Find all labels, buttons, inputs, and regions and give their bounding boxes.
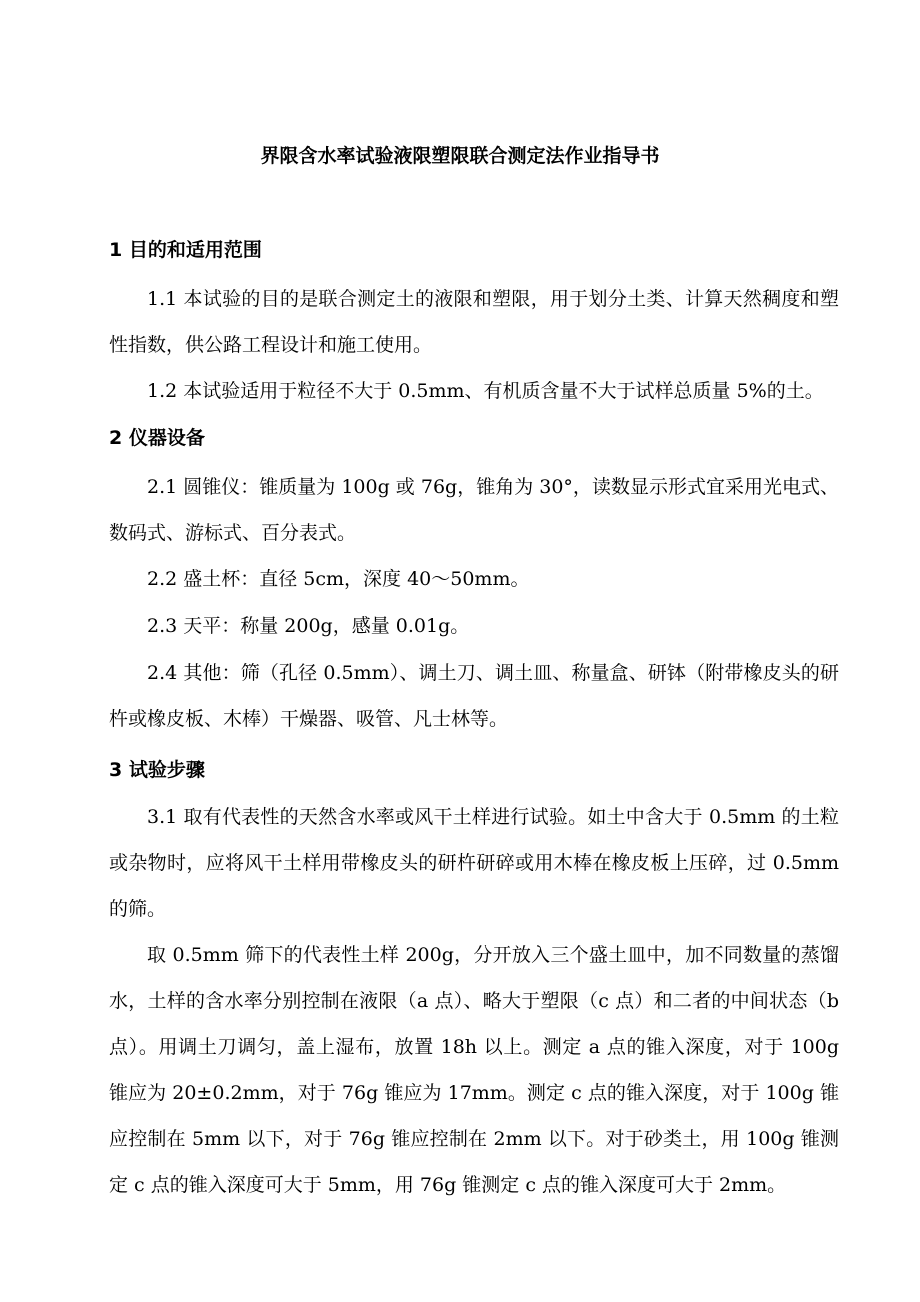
- section-1-paragraph-1: 1.1 本试验的目的是联合测定土的液限和塑限，用于划分土类、计算天然稠度和塑性指数，供公路工程设计和施工使用。: [109, 288, 839, 356]
- section-1-heading: 1 目的和适用范围: [109, 239, 262, 261]
- section-3-paragraph-2: 取 0.5mm 筛下的代表性土样 200g，分开放入三个盛土皿中，加不同数量的蒸馏水，土样的含水率分别控制在液限（a 点）、略大于塑限（c 点）和二者的中间状态（b 点）。用调土刀调匀，盖上湿布，放置 18h 以上。测定 a 点的锥入深度，对于 100g 锥应为 20±0.2mm，对于 76g 锥应为 17mm。测定 c 点的锥入深度，对于 100g 锥应控制在 5mm 以下，对于 76g 锥应控制在 2mm 以下。对于砂类土，用 100g 锥测定 c 点的锥入深度可大于 5mm，用 76g 锥测定 c 点的锥入深度可大于 2mm。: [109, 944, 839, 1196]
- section-2-paragraph-4: 2.4 其他：筛（孔径 0.5mm）、调土刀、调土皿、称量盒、研钵（附带橡皮头的研杵或橡皮板、木棒）干燥器、吸管、凡士林等。: [109, 662, 839, 730]
- section-3-heading: 3 试验步骤: [109, 759, 205, 781]
- section-2-paragraph-1: 2.1 圆锥仪：锥质量为 100g 或 76g，锥角为 30°，读数显示形式宜采用光电式、数码式、游标式、百分表式。: [109, 476, 839, 544]
- section-1-paragraph-2: 1.2 本试验适用于粒径不大于 0.5mm、有机质含量不大于试样总质量 5%的土。: [147, 380, 824, 402]
- section-2-paragraph-2: 2.2 盛土杯：直径 5cm，深度 40～50mm。: [147, 568, 530, 590]
- section-2-paragraph-3: 2.3 天平：称量 200g，感量 0.01g。: [147, 615, 470, 637]
- section-2-heading: 2 仪器设备: [109, 427, 205, 449]
- document-title: 界限含水率试验液限塑限联合测定法作业指导书: [260, 145, 660, 167]
- section-3-paragraph-1: 3.1 取有代表性的天然含水率或风干土样进行试验。如土中含大于 0.5mm 的土粒或杂物时，应将风干土样用带橡皮头的研杵研碎或用木棒在橡皮板上压碎，过 0.5mm 的筛。: [109, 806, 839, 920]
